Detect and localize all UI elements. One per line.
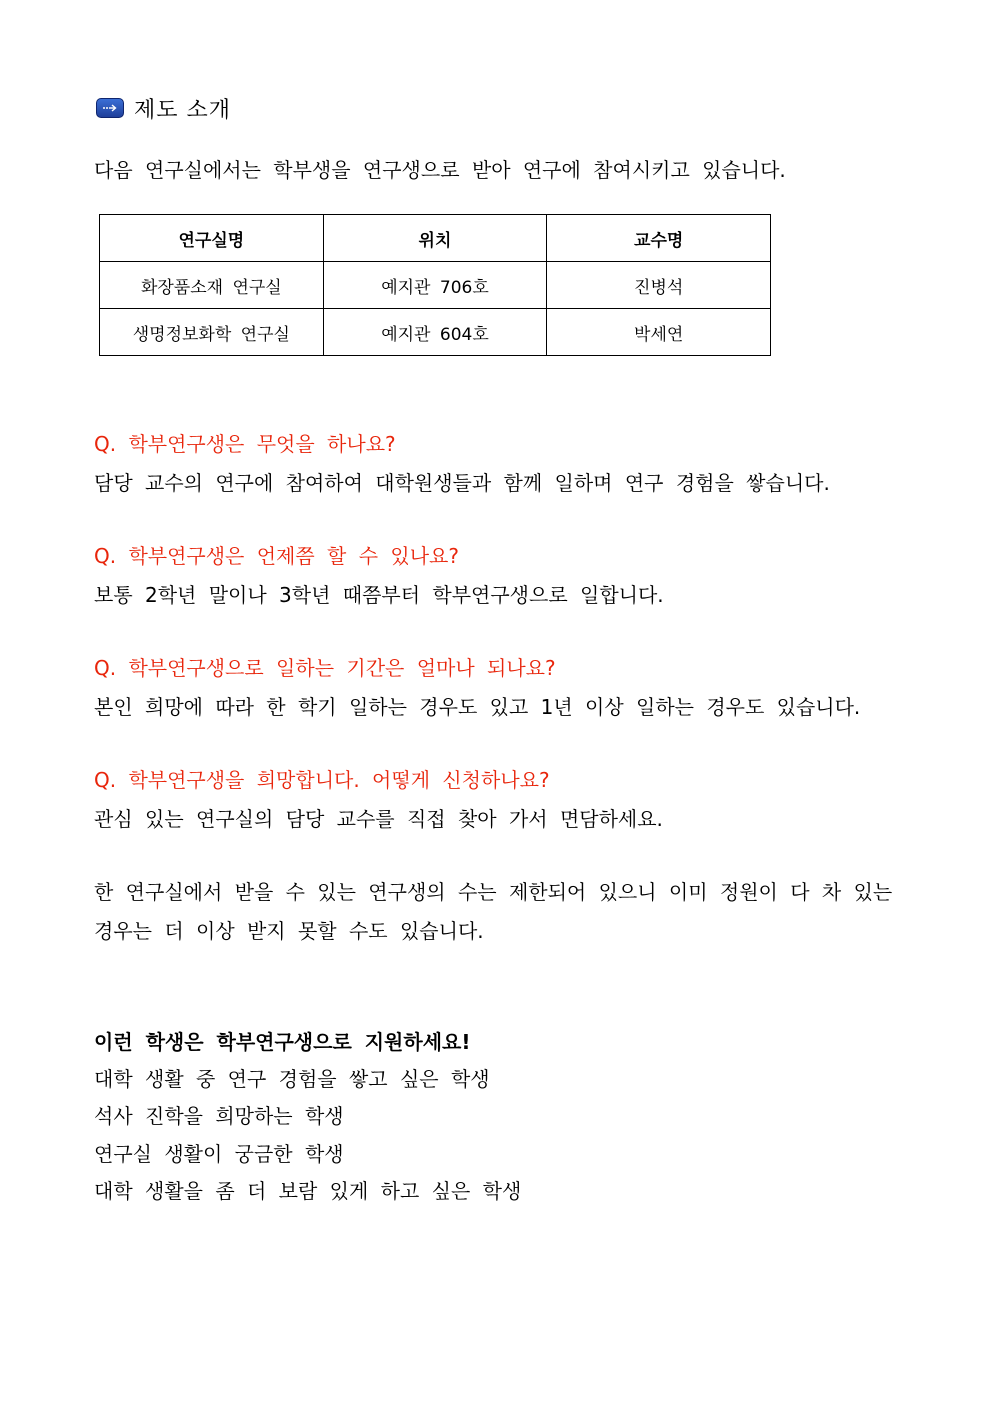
recommend-item: 연구실 생활이 궁금한 학생 [94, 1142, 344, 1166]
lab-table [99, 214, 771, 356]
faq-answer: 본인 희망에 따라 한 학기 일하는 경우도 있고 1년 이상 일하는 경우도 있습니다. [94, 695, 861, 719]
recommend-item: 대학 생활 중 연구 경험을 쌓고 싶은 학생 [94, 1067, 490, 1091]
professor-cell: 진병석 [547, 262, 771, 309]
column-header-location: 위치 [323, 215, 547, 262]
location-cell: 예지관 604호 [323, 309, 547, 356]
table-row [100, 309, 771, 356]
faq-question: Q. 학부연구생으로 일하는 기간은 얼마나 되나요? [94, 656, 556, 680]
professor-cell: 박세연 [547, 309, 771, 356]
faq-answer: 보통 2학년 말이나 3학년 때쯤부터 학부연구생으로 일합니다. [94, 583, 664, 607]
table-row [100, 262, 771, 309]
section-title: 제도 소개 [134, 97, 232, 123]
notice-line: 한 연구실에서 받을 수 있는 연구생의 수는 제한되어 있으니 이미 정원이 다 차 있는 [94, 880, 893, 904]
recommend-item: 대학 생활을 좀 더 보람 있게 하고 싶은 학생 [94, 1179, 522, 1203]
faq-answer: 관심 있는 연구실의 담당 교수를 직접 찾아 가서 면담하세요. [94, 807, 663, 831]
column-header-professor: 교수명 [547, 215, 771, 262]
faq-question: Q. 학부연구생은 무엇을 하나요? [94, 432, 396, 456]
faq-answer: 담당 교수의 연구에 참여하여 대학원생들과 함께 일하며 연구 경험을 쌓습니다. [94, 471, 830, 495]
column-header-lab-name: 연구실명 [100, 215, 324, 262]
recommend-title: 이런 학생은 학부연구생으로 지원하세요! [94, 1030, 471, 1054]
faq-question: Q. 학부연구생을 희망합니다. 어떻게 신청하나요? [94, 768, 550, 792]
faq-question: Q. 학부연구생은 언제쯤 할 수 있나요? [94, 544, 459, 568]
intro-text: 다음 연구실에서는 학부생을 연구생으로 받아 연구에 참여시키고 있습니다. [94, 158, 786, 182]
notice-line: 경우는 더 이상 받지 못할 수도 있습니다. [94, 919, 484, 943]
location-cell: 예지관 706호 [323, 262, 547, 309]
lab-name-cell: 화장품소재 연구실 [100, 262, 324, 309]
section-header [96, 92, 231, 124]
table-header-row [100, 215, 771, 262]
lab-name-cell: 생명정보화학 연구실 [100, 309, 324, 356]
arrow-right-icon [96, 98, 124, 118]
recommend-item: 석사 진학을 희망하는 학생 [94, 1104, 344, 1128]
